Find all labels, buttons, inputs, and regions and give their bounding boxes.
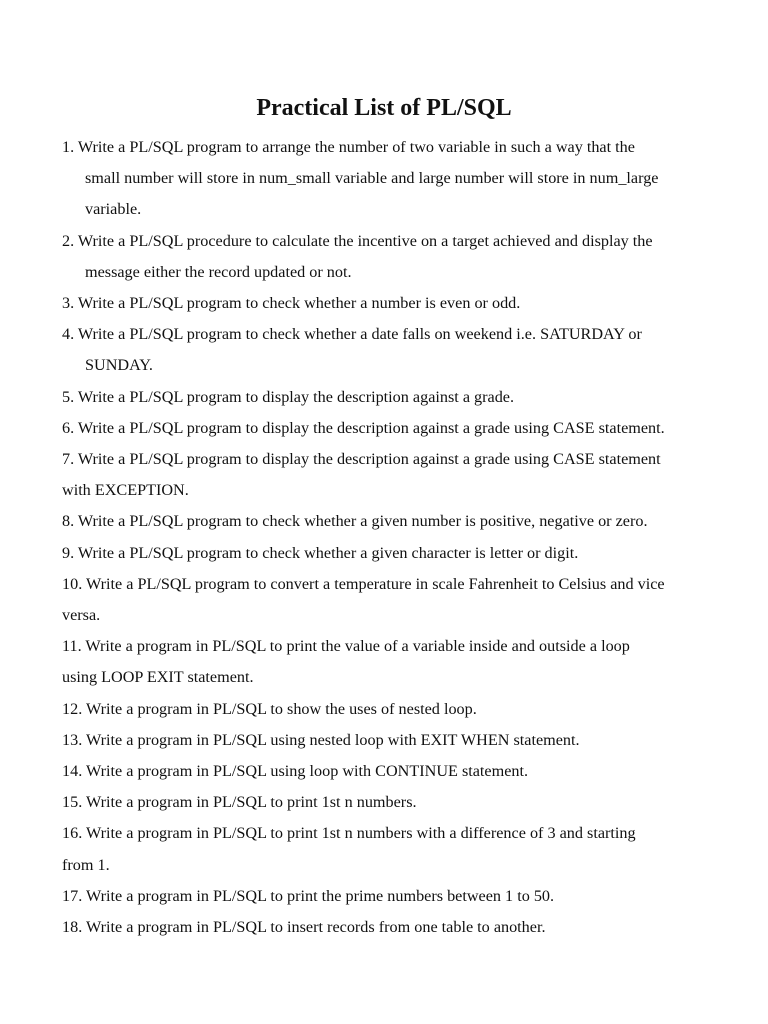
list-item-line: 8. Write a PL/SQL program to check whether a given number is positive, negative or zero. [62, 512, 648, 531]
list-item-6 [62, 413, 732, 444]
list-item-line: with EXCEPTION. [62, 481, 189, 500]
list-item-14 [62, 756, 732, 787]
list-item-line: 7. Write a PL/SQL program to display the description against a grade using CASE statement [62, 450, 661, 469]
list-item-line: 12. Write a program in PL/SQL to show the uses of nested loop. [62, 699, 477, 718]
list-item-line: message either the record updated or not. [85, 262, 352, 281]
list-item-3 [62, 288, 732, 319]
list-item-line: 17. Write a program in PL/SQL to print the prime numbers between 1 to 50. [62, 886, 555, 905]
list-item-line: 11. Write a program in PL/SQL to print the value of a variable inside and outside a loop [62, 637, 630, 656]
list-item-line: 1. Write a PL/SQL program to arrange the number of two variable in such a way that the [62, 138, 635, 156]
list-item-1 [62, 132, 732, 226]
list-item-16 [62, 818, 732, 880]
list-item-line: variable. [85, 200, 142, 219]
list-item-11 [62, 631, 732, 693]
list-item-15 [62, 787, 732, 818]
list-item-8 [62, 506, 732, 537]
list-item-10 [62, 569, 732, 631]
list-item-4 [62, 319, 732, 381]
list-item-line: 14. Write a program in PL/SQL using loop with CONTINUE statement. [62, 762, 529, 781]
list-item-line: 5. Write a PL/SQL program to display the description against a grade. [62, 387, 515, 406]
list-item-2 [62, 226, 732, 288]
list-item-line: small number will store in num_small variable and large number will store in num_large [85, 169, 659, 188]
list-item-line: using LOOP EXIT statement. [62, 668, 254, 687]
list-item-line: versa. [62, 606, 101, 625]
list-item-line: 9. Write a PL/SQL program to check whether a given character is letter or digit. [62, 543, 579, 562]
list-item-12 [62, 694, 732, 725]
list-item-line: 3. Write a PL/SQL program to check whether a number is even or odd. [62, 294, 521, 313]
list-item-line: 13. Write a program in PL/SQL using nested loop with EXIT WHEN statement. [62, 730, 580, 749]
list-item-line: 2. Write a PL/SQL procedure to calculate the incentive on a target achieved and display the [62, 231, 653, 250]
list-item-line: 4. Write a PL/SQL program to check whether a date falls on weekend i.e. SATURDAY or [62, 325, 642, 344]
list-item-line: 10. Write a PL/SQL program to convert a temperature in scale Fahrenheit to Celsius and vice [62, 574, 665, 593]
list-item-7 [62, 444, 732, 506]
list-item-line: 18. Write a program in PL/SQL to insert records from one table to another. [62, 918, 546, 937]
list-item-line: 15. Write a program in PL/SQL to print 1st n numbers. [62, 793, 417, 812]
list-item-line: SUNDAY. [85, 356, 153, 375]
practical-list [62, 132, 732, 943]
list-item-17 [62, 881, 732, 912]
list-item-9 [62, 538, 732, 569]
list-item-line: from 1. [62, 855, 110, 874]
list-item-13 [62, 725, 732, 756]
list-item-5 [62, 382, 732, 413]
page-title: Practical List of PL/SQL [256, 95, 512, 121]
list-item-line: 6. Write a PL/SQL program to display the description against a grade using CASE statement. [62, 418, 665, 437]
list-item-line: 16. Write a program in PL/SQL to print 1st n numbers with a difference of 3 and starting [62, 824, 636, 843]
list-item-18 [62, 912, 732, 943]
